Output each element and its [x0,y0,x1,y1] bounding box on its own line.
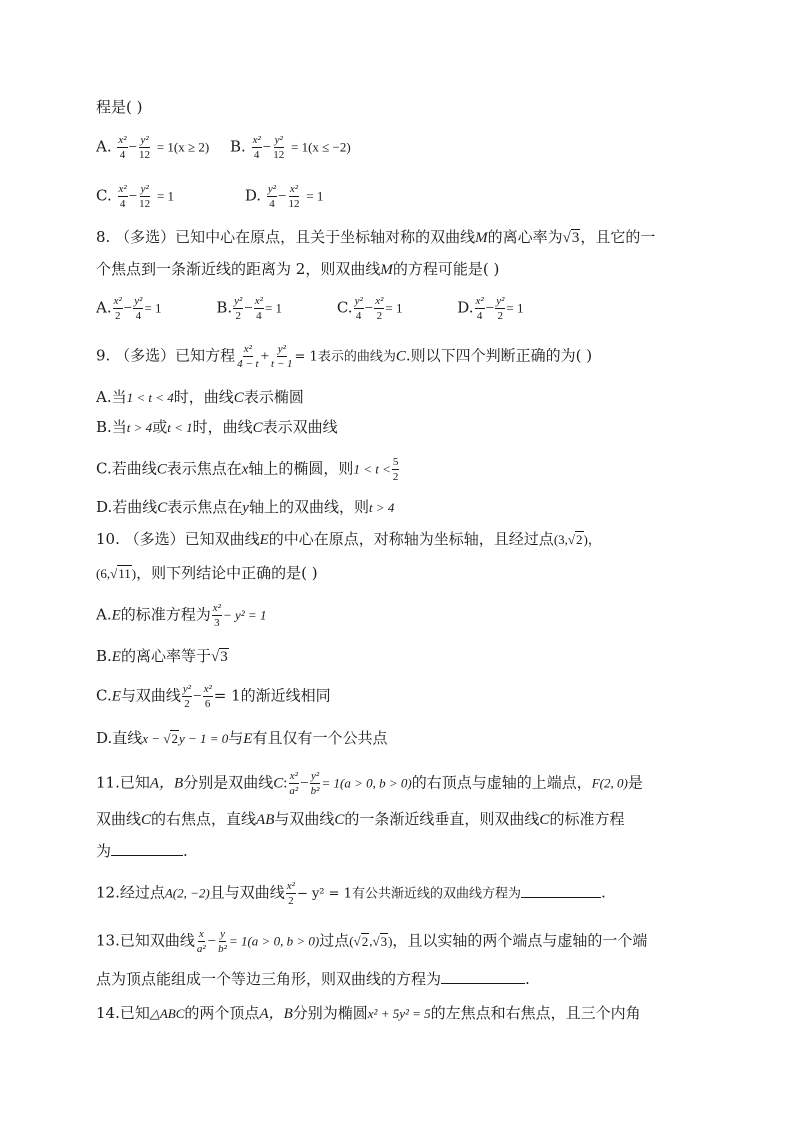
sqrt: √3 [562,230,580,246]
q9-stem: 9. （多选）已知方程 $\frac{\text{x²}}{4 - t}$ + $\frac{\text{y²}}{t - 1}$ = 1表示的曲线为C.则以下四个判断正确的为( ) [96,343,593,370]
fraction: $\frac{\text{x²}}{4}$ [118,134,127,161]
q10-stem-line1: 10. （多选）已知双曲线E的中心在原点，对称轴为坐标轴，且经过点(3,√2)， [96,530,601,548]
q7-option-c[interactable]: C. $\frac{\text{x²}}{4}$ − $\frac{\text{y²}}{12}$ = 1 [96,183,175,210]
q10-stem-line2: (6,√11)，则下列结论中正确的是( ) [96,564,318,582]
q7-option-a[interactable]: A. $\frac{\text{x²}}{4}$ − $\frac{\text{y²}}{12}$ = 1(x ≥ 2) [96,134,210,161]
fraction: $\frac{\text{y²}}{12}$ [139,134,151,161]
q8-stem-line1: 8. （多选）已知中心在原点，且关于坐标轴对称的双曲线M的离心率为√3，且它的一 [96,228,656,246]
q9-option-b[interactable]: B.当t > 4或t < 1时，曲线C表示双曲线 [96,418,338,436]
q10-option-a[interactable]: A.E的标准方程为 $\frac{\text{x²}}{3}$ − y² = 1 [96,602,267,629]
answer-blank[interactable] [521,883,601,898]
q10-option-d[interactable]: D.直线x − √2y − 1 = 0与E有且仅有一个公共点 [96,729,388,747]
q8-stem-line2: 个焦点到一条渐近线的距离为 2，则双曲线M的方程可能是( ) [96,260,500,278]
fraction: $\frac{\text{x²}}{12}$ [288,183,300,210]
q9-option-c[interactable]: C.若曲线C表示焦点在x轴上的椭圆，则1 < t < $\frac{5}{2}$ [96,456,399,483]
q8-option-c[interactable]: C. $\frac{\text{y²}}{4}$ − $\frac{\text{x²}}{2}$ = 1 [336,295,403,322]
q12-stem: 12.经过点A(2, −2)且与双曲线 $\frac{\text{x²}}{2}$ − y² = 1有公共渐近线的双曲线方程为 . [96,880,606,907]
answer-blank[interactable] [441,969,525,984]
q8-option-b[interactable]: B. $\frac{\text{y²}}{2}$ − $\frac{\text{x²}}{4}$ = 1 [216,295,283,322]
fraction: $\frac{\text{y²}}{12}$ [139,183,151,210]
q8-option-a[interactable]: A. $\frac{\text{x²}}{2}$ − $\frac{\text{y²}}{4}$ = 1 [96,295,162,322]
answer-blank[interactable] [111,841,183,856]
q13-stem-line2: 点为顶点能组成一个等边三角形，则双曲线的方程为 . [96,970,530,988]
q7-option-b[interactable]: B. $\frac{\text{x²}}{4}$ − $\frac{\text{y²}}{12}$ = 1(x ≤ −2) [229,134,351,161]
fraction: $\frac{\text{x²}}{4}$ [252,134,261,161]
q7-options-cd [96,183,323,210]
fraction: $\frac{\text{y²}}{4}$ [267,183,277,210]
q11-stem-line3: 为 . [96,842,188,860]
q9-option-a[interactable]: A.当1 < t < 4时，曲线C表示椭圆 [96,388,304,406]
q8-options [96,295,523,322]
fraction: $\frac{\text{y²}}{12}$ [273,134,285,161]
fraction: $\frac{\text{x²}}{4}$ [118,183,127,210]
q14-stem: 14.已知△ABC的两个顶点A，B分别为椭圆x² + 5y² = 5的左焦点和右焦点，且三个内角 [96,1004,641,1022]
q8-option-d[interactable]: D. $\frac{\text{x²}}{4}$ − $\frac{\text{y²}}{2}$ = 1 [457,295,524,322]
q11-stem-line2: 双曲线C的右焦点，直线AB与双曲线C的一条渐近线垂直，则双曲线C的标准方程 [96,810,625,828]
q7-tail: 程是( ) [96,98,143,116]
q11-stem-line1: 11.已知A，B分别是双曲线C: $\frac{\text{x²}}{\text{a²}}$ − $\frac{\text{y²}}{\text{b²}}$ = 1(a > 0, b > 0)的右顶点与虚轴的上端点，F(2, 0)是 [96,770,643,797]
q9-option-d[interactable]: D.若曲线C表示焦点在y轴上的双曲线，则t > 4 [96,498,395,516]
q10-option-c[interactable]: C.E与双曲线 $\frac{\text{y²}}{2}$ − $\frac{\text{x²}}{6}$ = 1的渐近线相同 [96,683,331,710]
q7-options-ab [96,134,351,161]
q7-option-d[interactable]: D. $\frac{\text{y²}}{4}$ − $\frac{\text{x²}}{12}$ = 1 [244,183,324,210]
q10-option-b[interactable]: B.E的离心率等于√3 [96,647,228,665]
q13-stem-line1: 13.已知双曲线 $\frac{x}{\text{a²}}$ − $\frac{y}{\text{b²}}$ = 1(a > 0, b > 0)过点(√2,√3)，且以实轴的两个端点与虚轴的一个端 [96,928,648,955]
